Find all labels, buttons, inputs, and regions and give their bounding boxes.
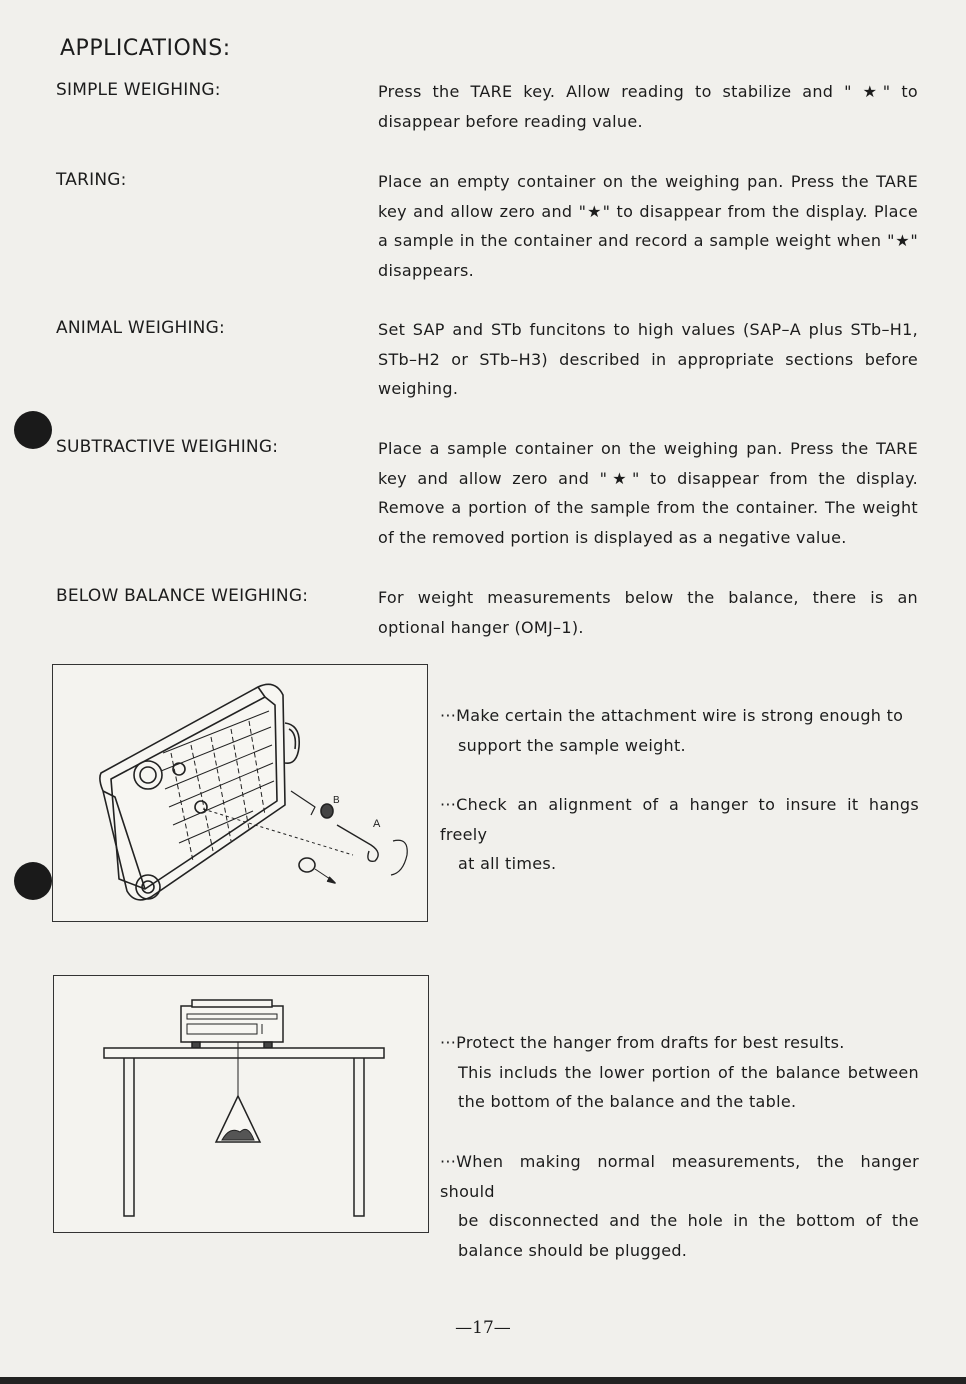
section-text-subtractive-weighing: Place a sample container on the weighing pan. Press the TARE key and allow zero and "★" to disappear from the display. Remove a portion of the sample from the container. The weight of the removed portion is displayed as a negative value. <box>378 439 918 548</box>
note-continuation: be disconnected and the hole in the bottom of the balance should be plugged. <box>458 1211 919 1261</box>
note-lead: ··· <box>440 1033 457 1052</box>
page-title: APPLICATIONS: <box>60 36 231 61</box>
binder-hole-top <box>14 411 52 449</box>
note-lead: ··· <box>440 1152 457 1171</box>
note-continuation: at all times. <box>458 854 557 874</box>
page-number: —17— <box>455 1318 511 1338</box>
table-balance-illustration <box>54 976 428 1232</box>
section-label-animal-weighing: ANIMAL WEIGHING: <box>56 318 225 338</box>
section-label-simple-weighing: SIMPLE WEIGHING: <box>56 80 221 100</box>
figure-below-balance-setup <box>53 975 429 1233</box>
section-label-subtractive-weighing: SUBTRACTIVE WEIGHING: <box>56 437 279 457</box>
figure-hanger-attachment <box>52 664 428 922</box>
note-line: When making normal measurements, the hanger should <box>440 1152 919 1201</box>
section-label-taring: TARING: <box>56 170 127 190</box>
note-continuation: support the sample weight. <box>458 735 686 755</box>
note-line: Check an alignment of a hanger to insure it hangs freely <box>440 795 919 844</box>
balance-underside-illustration <box>53 665 427 921</box>
figure1-note-1 <box>440 701 919 760</box>
part-label-b: B <box>333 795 340 806</box>
note-line: Protect the hanger from drafts for best results. <box>456 1033 845 1052</box>
section-text-below-balance-weighing: For weight measurements below the balance, there is an optional hanger (OMJ–1). <box>378 588 918 637</box>
section-text-simple-weighing: Press the TARE key. Allow reading to stabilize and " ★" to disappear before reading value. <box>378 82 918 131</box>
section-text-taring: Place an empty container on the weighing pan. Press the TARE key and allow zero and "★" to disappear from the display. Place a sample in the container and record a sample weight when "★" disappears. <box>378 172 918 281</box>
figure2-note-1 <box>440 1028 919 1117</box>
figure2-note-2 <box>440 1147 919 1266</box>
part-label-a: A <box>373 818 381 830</box>
figure1-note-2 <box>440 790 919 879</box>
note-continuation: This includs the lower portion of the balance between the bottom of the balance and the table. <box>458 1062 919 1112</box>
note-lead: ··· <box>440 706 457 725</box>
section-label-below-balance-weighing: BELOW BALANCE WEIGHING: <box>56 586 309 606</box>
scan-edge-bar <box>0 1377 966 1384</box>
section-text-animal-weighing: Set SAP and STb funcitons to high values (SAP–A plus STb–H1, STb–H2 or STb–H3) described in appropriate sections before weighing. <box>378 320 918 399</box>
note-lead: ··· <box>440 795 457 814</box>
note-line: Make certain the attachment wire is strong enough to <box>456 706 904 725</box>
binder-hole-bottom <box>14 862 52 900</box>
